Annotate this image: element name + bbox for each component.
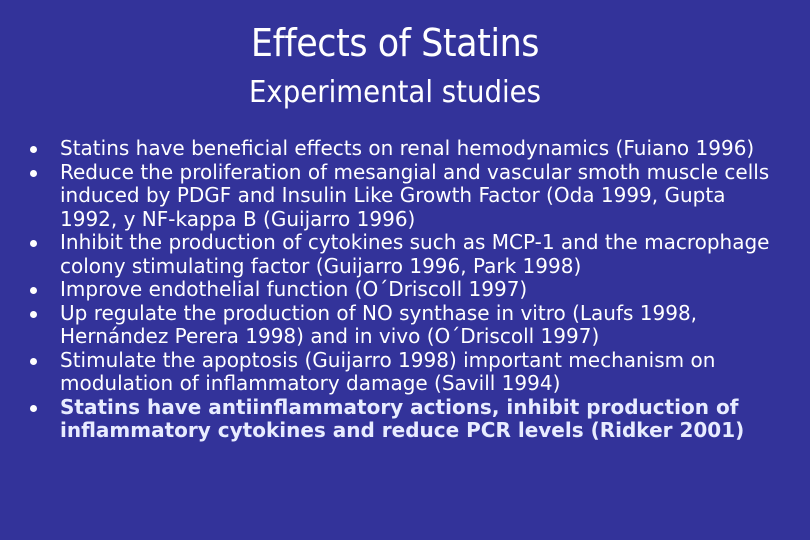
bullet-text: Reduce the proliferation of mesangial and vascular smoth muscle cells induced by PDGF and Insulin Like Growth Factor (Oda 1999, Gupta 1992, y NF-kappa B (Guijarro 1996) [60, 159, 770, 231]
bullet-text: Inhibit the production of cytokines such as MCP-1 and the macrophage colony stimulating factor (Guijarro 1996, Park 1998) [60, 230, 770, 278]
bullet-item-highlight [28, 396, 788, 443]
bullet-item [28, 231, 788, 278]
bullet-dot-icon [30, 311, 37, 318]
slide-subtitle: Experimental studies [248, 75, 542, 110]
bullet-text: Up regulate the production of NO synthase in vitro (Laufs 1998, Hernández Perera 1998) and in vivo (O´Driscoll 1997) [60, 300, 698, 348]
bullet-dot-icon [30, 240, 37, 247]
bullet-text: Improve endothelial function (O´Driscoll 1997) [60, 277, 528, 301]
bullet-text: Statins have beneficial effects on renal hemodynamics (Fuiano 1996) [60, 136, 755, 160]
bullet-text: Statins have antiinflammatory actions, inhibit production of inflammatory cytokines and reduce PCR levels (Ridker 2001) [60, 394, 745, 442]
bullet-dot-icon [30, 170, 37, 177]
bullet-list [28, 137, 788, 443]
bullet-text: Stimulate the apoptosis (Guijarro 1998) important mechanism on modulation of inflammatory damage (Savill 1994) [60, 347, 716, 395]
bullet-item [28, 161, 788, 232]
bullet-dot-icon [30, 358, 37, 365]
bullet-dot-icon [30, 146, 37, 153]
bullet-item [28, 349, 788, 396]
slide-title: Effects of Statins [250, 21, 540, 65]
bullet-item [28, 302, 788, 349]
bullet-dot-icon [30, 287, 37, 294]
bullet-item [28, 278, 788, 302]
bullet-dot-icon [30, 405, 37, 412]
bullet-item [28, 137, 788, 161]
